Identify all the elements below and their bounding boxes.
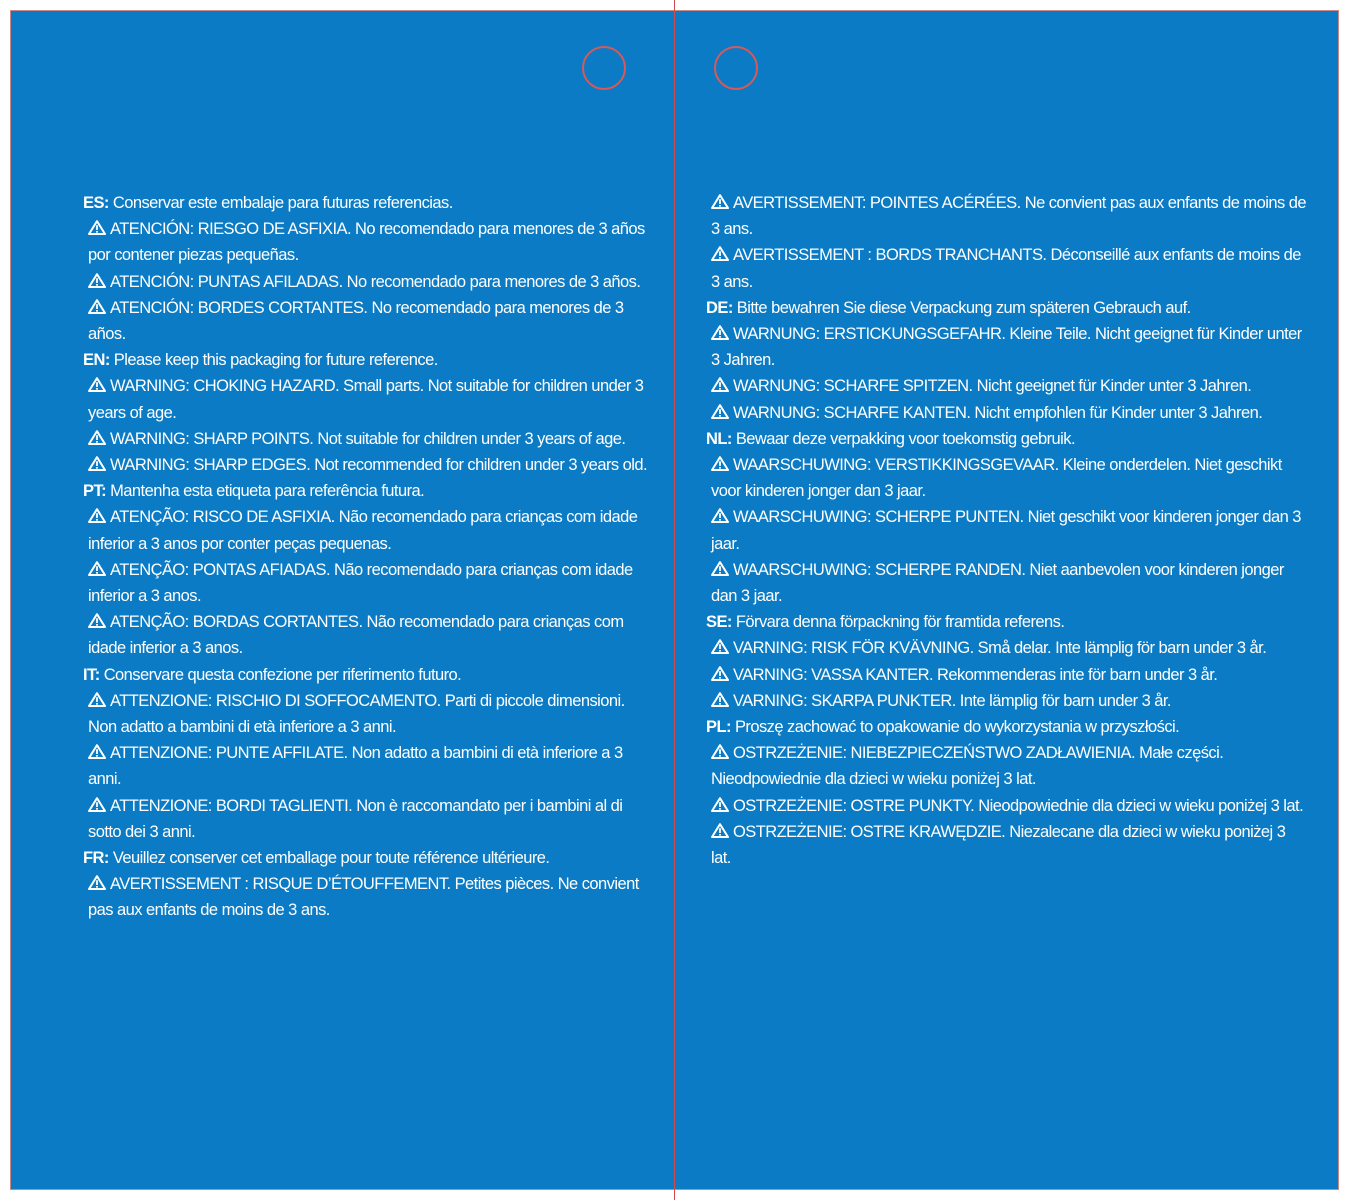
- instruction-text: Bewaar deze verpakking voor toekomstig gebruik.: [735, 429, 1076, 448]
- warning-statement: [83, 871, 657, 923]
- warning-triangle-icon: [711, 823, 729, 838]
- warning-text: VARNING: VASSA KANTER. Rekommenderas inte för barn under 3 år.: [733, 665, 1218, 684]
- warning-statement: [706, 635, 1306, 661]
- warning-statement: [83, 793, 657, 845]
- language-code: NL:: [706, 429, 732, 448]
- instruction-text: Proszę zachować to opakowanie do wykorzystania w przyszłości.: [734, 718, 1180, 737]
- warning-text: WARNING: CHOKING HAZARD. Small parts. Not suitable for children under 3 years of age.: [88, 377, 644, 422]
- language-code: PT:: [83, 482, 107, 501]
- warning-statement: [706, 662, 1306, 688]
- warning-text: AVERTISSEMENT : BORDS TRANCHANTS. Déconseillé aux enfants de moins de 3 ans.: [711, 246, 1301, 291]
- warning-triangle-icon: [88, 430, 106, 445]
- warning-statement: [706, 452, 1306, 504]
- language-code: SE:: [706, 613, 732, 632]
- language-code: FR:: [83, 849, 109, 868]
- warning-text: ATENCIÓN: PUNTAS AFILADAS. No recomendado para menores de 3 años.: [110, 272, 641, 291]
- warning-triangle-icon: [711, 456, 729, 471]
- warning-text: WAARSCHUWING: SCHERPE RANDEN. Niet aanbevolen voor kinderen jonger dan 3 jaar.: [711, 560, 1284, 606]
- language-code: ES:: [83, 194, 109, 212]
- warning-triangle-icon: [711, 639, 729, 654]
- warning-text: WAARSCHUWING: VERSTIKKINGSGEVAAR. Kleine onderdelen. Niet geschikt voor kinderen jonger dan 3 jaar.: [711, 456, 1282, 501]
- warning-triangle-icon: [88, 456, 106, 471]
- warning-triangle-icon: [88, 692, 106, 707]
- warning-triangle-icon: [711, 377, 729, 392]
- warning-triangle-icon: [88, 744, 106, 759]
- warning-triangle-icon: [88, 377, 106, 392]
- language-instruction: [83, 845, 657, 871]
- warning-statement: [83, 216, 657, 268]
- warning-triangle-icon: [711, 666, 729, 681]
- instruction-text: Veuillez conserver cet emballage pour toute référence ultérieure.: [112, 849, 550, 868]
- warning-statement: [706, 504, 1306, 556]
- warning-triangle-icon: [711, 325, 729, 340]
- warning-text: OSTRZEŻENIE: NIEBEZPIECZEŃSTWO ZADŁAWIENIA. Małe części. Nieodpowiednie dla dzieci w wieku poniżej 3 lat.: [711, 744, 1224, 789]
- warning-triangle-icon: [88, 299, 106, 314]
- instruction-text: Bitte bewahren Sie diese Verpackung zum späteren Gebrauch auf.: [736, 298, 1191, 317]
- warning-statement: [706, 242, 1306, 294]
- warning-statement: [706, 321, 1306, 373]
- warning-statement: [706, 793, 1306, 819]
- language-code: IT:: [83, 665, 100, 684]
- warning-statement: [706, 557, 1306, 609]
- warning-statement: [706, 688, 1306, 714]
- warning-text: OSTRZEŻENIE: OSTRE PUNKTY. Nieodpowiednie dla dzieci w wieku poniżej 3 lat.: [733, 796, 1304, 815]
- language-instruction: [83, 662, 657, 688]
- warning-statement: [706, 740, 1306, 792]
- fold-line: [674, 0, 675, 1200]
- hang-hole-right: [714, 46, 758, 90]
- warning-text: AVERTISSEMENT: POINTES ACÉRÉES. Ne convient pas aux enfants de moins de 3 ans.: [711, 194, 1306, 239]
- warning-statement: [83, 688, 657, 740]
- warning-statement: [83, 740, 657, 792]
- warning-triangle-icon: [711, 744, 729, 759]
- warning-text-left-panel: [83, 190, 657, 924]
- warning-text: WAARSCHUWING: SCHERPE PUNTEN. Niet geschikt voor kinderen jonger dan 3 jaar.: [711, 508, 1301, 553]
- warning-text: ATENCIÓN: RIESGO DE ASFIXIA. No recomendado para menores de 3 años por contener piezas pequeñas.: [88, 220, 645, 265]
- language-code: EN:: [83, 351, 110, 370]
- warning-triangle-icon: [711, 246, 729, 261]
- instruction-text: Please keep this packaging for future reference.: [113, 351, 438, 370]
- warning-statement: [83, 452, 657, 478]
- warning-text: VARNING: SKARPA PUNKTER. Inte lämplig för barn under 3 år.: [733, 691, 1171, 710]
- warning-text: ATTENZIONE: RISCHIO DI SOFFOCAMENTO. Parti di piccole dimensioni. Non adatto a bambini di età inferiore a 3 anni.: [88, 691, 625, 737]
- warning-triangle-icon: [711, 797, 729, 812]
- language-instruction: [706, 426, 1306, 452]
- warning-triangle-icon: [711, 692, 729, 707]
- warning-text: ATTENZIONE: PUNTE AFFILATE. Non adatto a bambini di età inferiore a 3 anni.: [88, 744, 623, 789]
- warning-text: ATENÇÃO: PONTAS AFIADAS. Não recomendado para crianças com idade inferior a 3 anos.: [88, 560, 633, 606]
- language-instruction: [706, 714, 1306, 740]
- warning-text: WARNUNG: SCHARFE KANTEN. Nicht empfohlen für Kinder unter 3 Jahren.: [733, 403, 1263, 422]
- language-code: DE:: [706, 298, 733, 317]
- warning-triangle-icon: [711, 508, 729, 523]
- warning-statement: [83, 504, 657, 556]
- language-instruction: [83, 347, 657, 373]
- warning-triangle-icon: [88, 508, 106, 523]
- hang-hole-left: [582, 46, 626, 90]
- language-code: PL:: [706, 718, 731, 737]
- warning-triangle-icon: [711, 561, 729, 576]
- warning-text: AVERTISSEMENT : RISQUE D’ÉTOUFFEMENT. Petites pièces. Ne convient pas aux enfants de moins de 3 ans.: [88, 875, 639, 920]
- instruction-text: Mantenha esta etiqueta para referência futura.: [110, 482, 425, 501]
- warning-text: ATENÇÃO: BORDAS CORTANTES. Não recomendado para crianças com idade inferior a 3 anos.: [88, 613, 624, 658]
- instruction-text: Conservar este embalaje para futuras referencias.: [112, 194, 453, 212]
- language-instruction: [83, 478, 657, 504]
- warning-triangle-icon: [88, 220, 106, 235]
- warning-statement: [706, 190, 1306, 242]
- warning-text: ATTENZIONE: BORDI TAGLIENTI. Non è raccomandato per i bambini al di sotto dei 3 anni.: [88, 796, 623, 841]
- instruction-text: Förvara denna förpackning för framtida referens.: [735, 613, 1065, 632]
- warning-statement: [706, 819, 1306, 871]
- warning-text: WARNUNG: ERSTICKUNGSGEFAHR. Kleine Teile. Nicht geeignet für Kinder unter 3 Jahren.: [711, 325, 1302, 370]
- warning-text: ATENCIÓN: BORDES CORTANTES. No recomendado para menores de 3 años.: [88, 298, 624, 344]
- warning-statement: [83, 373, 657, 425]
- warning-text: VARNING: RISK FÖR KVÄVNING. Små delar. Inte lämplig för barn under 3 år.: [733, 639, 1267, 658]
- warning-text: WARNING: SHARP EDGES. Not recommended for children under 3 years old.: [110, 456, 648, 475]
- warning-triangle-icon: [711, 194, 729, 209]
- language-instruction: [706, 609, 1306, 635]
- warning-triangle-icon: [88, 875, 106, 890]
- warning-statement: [83, 269, 657, 295]
- warning-text-right-panel: [706, 190, 1306, 871]
- warning-statement: [706, 400, 1306, 426]
- instruction-text: Conservare questa confezione per riferimento futuro.: [103, 665, 462, 684]
- language-instruction: [706, 295, 1306, 321]
- warning-triangle-icon: [88, 273, 106, 288]
- warning-text: WARNUNG: SCHARFE SPITZEN. Nicht geeignet für Kinder unter 3 Jahren.: [733, 377, 1252, 396]
- warning-text: OSTRZEŻENIE: OSTRE KRAWĘDZIE. Niezalecane dla dzieci w wieku poniżej 3 lat.: [711, 822, 1286, 868]
- warning-triangle-icon: [88, 613, 106, 628]
- warning-statement: [83, 295, 657, 347]
- warning-statement: [83, 557, 657, 609]
- language-instruction: [83, 190, 657, 216]
- warning-triangle-icon: [88, 797, 106, 812]
- warning-statement: [83, 609, 657, 661]
- warning-statement: [706, 373, 1306, 399]
- warning-text: WARNING: SHARP POINTS. Not suitable for children under 3 years of age.: [110, 429, 626, 448]
- warning-text: ATENÇÃO: RISCO DE ASFIXIA. Não recomendado para crianças com idade inferior a 3 anos por conter peças pequenas.: [88, 508, 638, 553]
- warning-triangle-icon: [88, 561, 106, 576]
- warning-statement: [83, 426, 657, 452]
- warning-triangle-icon: [711, 404, 729, 419]
